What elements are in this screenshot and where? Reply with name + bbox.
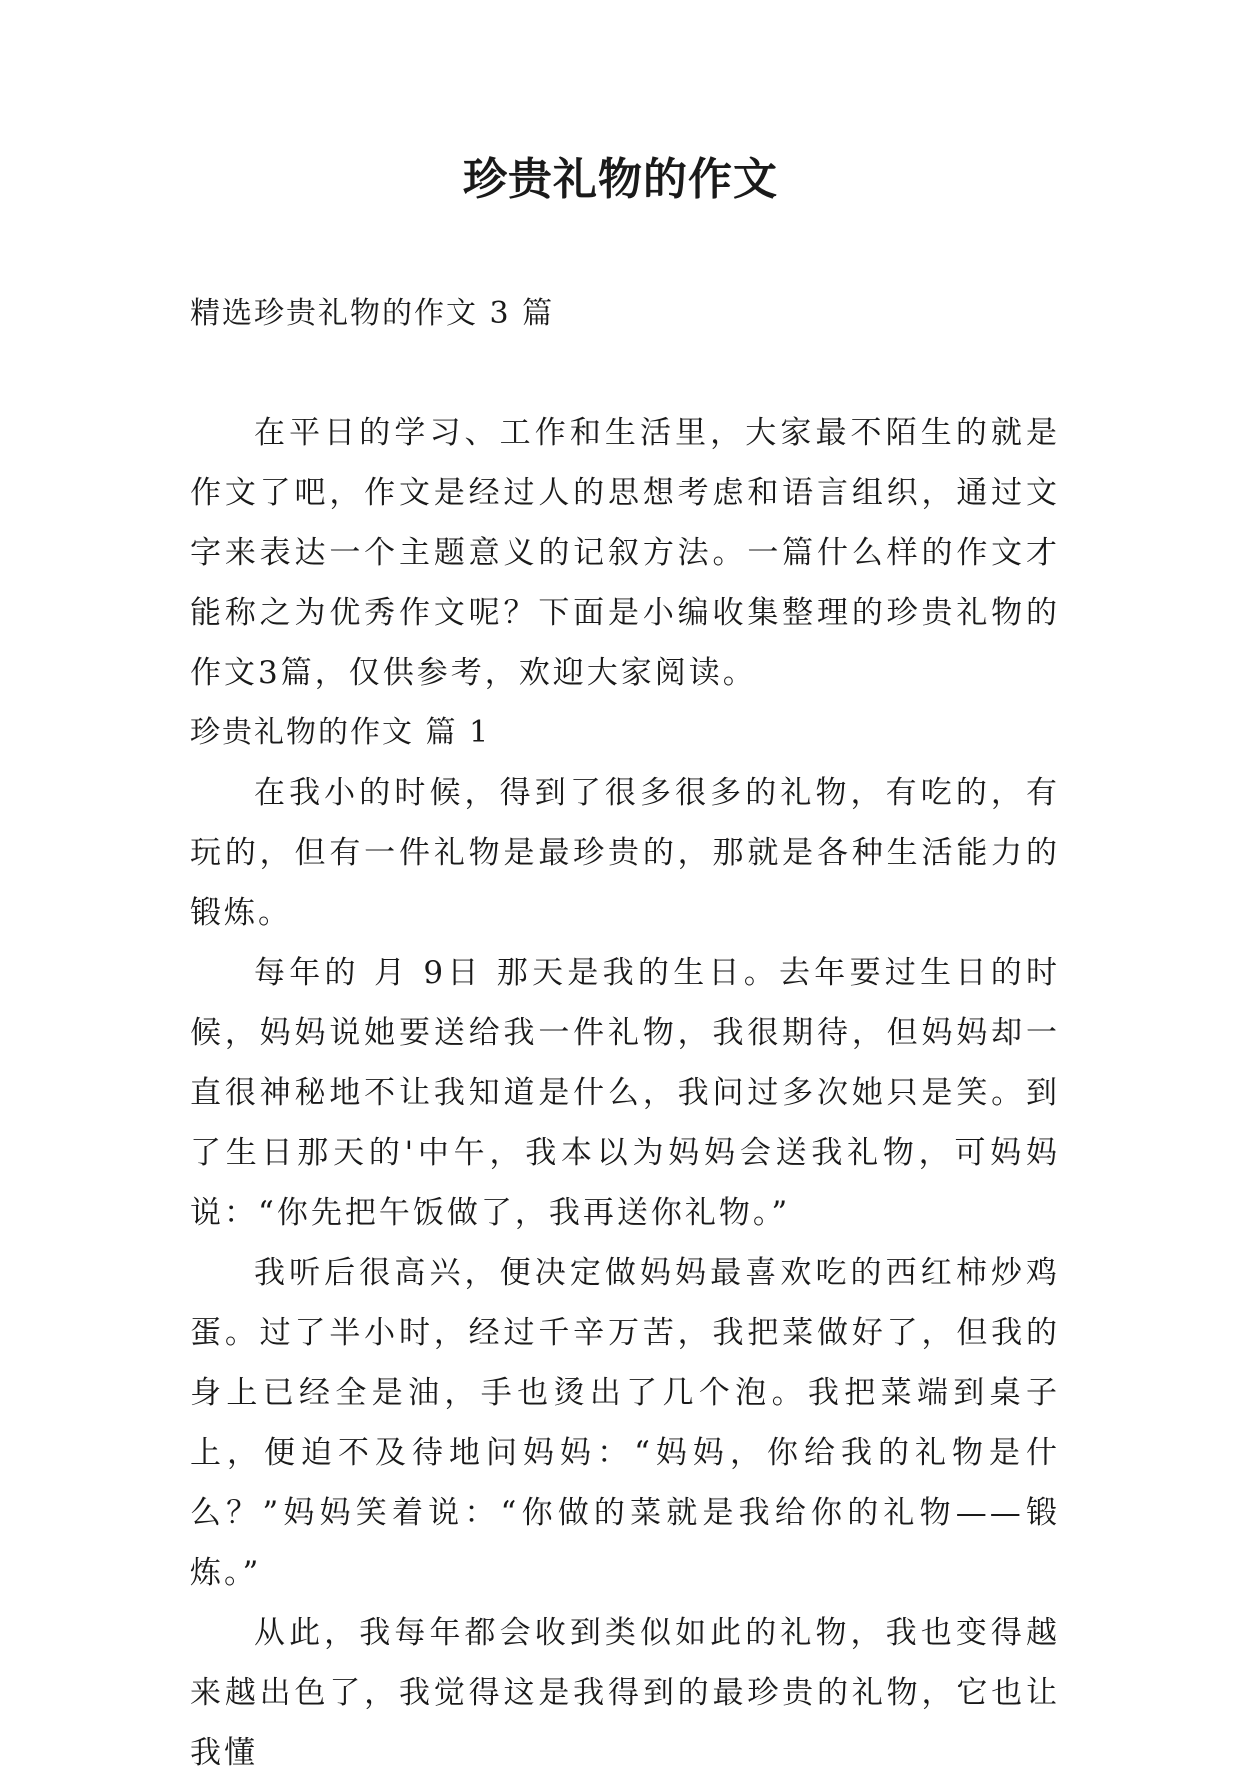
intro-paragraph: 在平日的学习、工作和生活里，大家最不陌生的就是作文了吧，作文是经过人的思想考虑和语言组织，通过文字来表达一个主题意义的记叙方法。一篇什么样的作文才能称之为优秀作文呢？下面是小编收集整理的珍贵礼物的作文3篇，仅供参考，欢迎大家阅读。 [190, 415, 1060, 691]
section-heading: 珍贵礼物的作文 篇 1 [190, 715, 491, 750]
document-body [190, 403, 1060, 1783]
body-paragraph: 我听后很高兴，便决定做妈妈最喜欢吃的西红柿炒鸡蛋。过了半小时，经过千辛万苦，我把菜做好了，但我的身上已经全是油，手也烫出了几个泡。我把菜端到桌子上，便迫不及待地问妈妈：“妈妈，你给我的礼物是什么？”妈妈笑着说：“你做的菜就是我给你的礼物——锻炼。” [190, 1255, 1060, 1591]
body-paragraph: 在我小的时候，得到了很多很多的礼物，有吃的，有玩的，但有一件礼物是最珍贵的，那就是各种生活能力的锻炼。 [190, 775, 1060, 931]
document-title: 珍贵礼物的作文 [463, 154, 778, 205]
document-subtitle: 精选珍贵礼物的作文 3 篇 [190, 296, 555, 331]
body-paragraph: 从此，我每年都会收到类似如此的礼物，我也变得越来越出色了，我觉得这是我得到的最珍贵的礼物，它也让我懂 [190, 1615, 1060, 1771]
body-paragraph: 每年的 月 9日 那天是我的生日。去年要过生日的时候，妈妈说她要送给我一件礼物，我很期待，但妈妈却一直很神秘地不让我知道是什么，我问过多次她只是笑。到了生日那天的'中午，我本以为妈妈会送我礼物，可妈妈说：“你先把午饭做了，我再送你礼物。” [190, 955, 1060, 1231]
